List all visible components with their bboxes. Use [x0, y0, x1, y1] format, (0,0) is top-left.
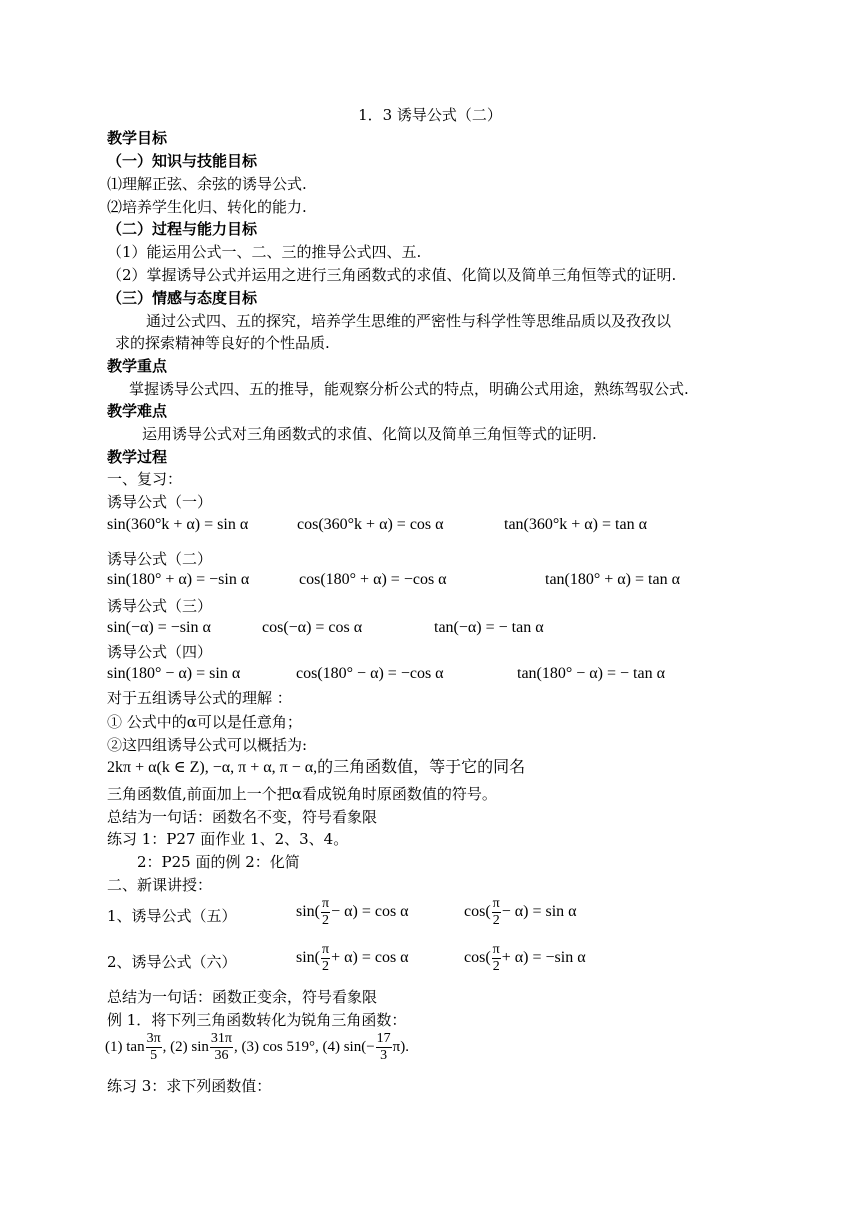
formula-label-1: 诱导公式（一）	[107, 493, 213, 511]
subheading-process: （二）过程与能力目标	[107, 220, 258, 238]
formula: tan(180° − α) = − tan α	[517, 665, 665, 682]
formula-label-3: 诱导公式（三）	[107, 597, 213, 615]
fraction: $\frac{31\pi}{36}$	[210, 1031, 232, 1063]
fraction: $\frac{\pi}{2}$	[492, 942, 500, 974]
goal-item: （1）能运用公式一、二、三的推导公式四、五.	[107, 243, 422, 261]
formula: cos(360°k + α) = cos α	[297, 516, 444, 533]
understanding-item: ②这四组诱导公式可以概括为:	[107, 736, 308, 754]
difficult-text: 运用诱导公式对三角函数式的求值、化简以及简单三角恒等式的证明.	[142, 425, 597, 443]
exercise-line: 练习 1：P27 面作业 1、2、3、4。	[107, 830, 349, 848]
goal-paragraph: 求的探索精神等良好的个性品质.	[115, 334, 330, 352]
goal-item: （2）掌握诱导公式并运用之进行三角函数式的求值、化简以及简单三角恒等式的证明.	[107, 266, 677, 284]
formula: cos(180° − α) = −cos α	[296, 665, 444, 682]
formula: tan(360°k + α) = tan α	[504, 516, 647, 533]
section-heading-goals: 教学目标	[107, 129, 168, 147]
summary-line: 总结为一句话：函数正变余，符号看象限	[107, 988, 378, 1006]
formula: tan(180° + α) = tan α	[545, 571, 680, 588]
exercise-line: 2：P25 面的例 2：化简	[137, 853, 300, 871]
example-heading: 例 1．将下列三角函数转化为锐角三角函数：	[107, 1011, 407, 1029]
formula: sin(−α) = −sin α	[107, 619, 211, 636]
fraction: $\frac{\pi}{2}$	[492, 896, 500, 928]
formula: sin(180° − α) = sin α	[107, 665, 241, 682]
formula-label-2: 诱导公式（二）	[107, 550, 213, 568]
understanding-item: 三角函数值,前面加上一个把α看成锐角时原函数值的符号。	[107, 785, 497, 803]
formula-5a: sin( $\frac{\pi}{2}$ − α) = cos α	[296, 896, 409, 928]
formula: sin(360°k + α) = sin α	[107, 516, 249, 533]
subheading-attitude: （三）情感与态度目标	[107, 289, 258, 307]
formula: tan(−α) = − tan α	[434, 619, 544, 636]
section-heading-key: 教学重点	[107, 357, 168, 375]
fraction: $\frac{\pi}{2}$	[322, 896, 330, 928]
formula: sin(180° + α) = −sin α	[107, 571, 250, 588]
formula-5b: cos( $\frac{\pi}{2}$ − α) = sin α	[464, 896, 577, 928]
goal-item: ⑵培养学生化归、转化的能力.	[107, 198, 307, 216]
new-lesson-heading: 二、新课讲授：	[107, 876, 213, 894]
formula: cos(−α) = cos α	[262, 619, 363, 636]
exercise-line: 练习 3：求下列函数值：	[107, 1077, 272, 1095]
formula-label-6: 2、诱导公式（六）	[107, 953, 237, 971]
section-heading-process: 教学过程	[107, 448, 168, 466]
subheading-knowledge: （一）知识与技能目标	[107, 152, 258, 170]
section-heading-difficult: 教学难点	[107, 402, 168, 420]
review-heading: 一、复习：	[107, 470, 183, 488]
understanding-item: 2kπ + α(k ∈ Z), −α, π + α, π − α,的三角函数值，等于它的同名	[107, 759, 526, 776]
fraction: $\frac{3\pi}{5}$	[146, 1031, 161, 1063]
understanding-item: ① 公式中的α可以是任意角；	[107, 713, 302, 731]
goal-paragraph: 通过公式四、五的探究，培养学生思维的严密性与科学性等思维品质以及孜孜以	[146, 312, 672, 330]
fraction: $\frac{17}{3}$	[376, 1031, 391, 1063]
key-text: 掌握诱导公式四、五的推导，能观察分析公式的特点，明确公式用途，熟练驾驭公式.	[129, 380, 689, 398]
fraction: $\frac{\pi}{2}$	[322, 942, 330, 974]
formula-label-4: 诱导公式（四）	[107, 643, 213, 661]
example-formulas: (1) tan $\frac{3\pi}{5}$ , (2) sin $\frac{31\pi}{36}$ , (3) cos 519°, (4) sin(− $\frac{17}{3}$ π).	[105, 1031, 409, 1063]
summary-line: 总结为一句话：函数名不变，符号看象限	[107, 808, 378, 826]
goal-item: ⑴理解正弦、余弦的诱导公式.	[107, 175, 307, 193]
page-title: 1．3 诱导公式（二）	[358, 106, 502, 124]
formula-6b: cos( $\frac{\pi}{2}$ + α) = −sin α	[464, 942, 586, 974]
formula: cos(180° + α) = −cos α	[299, 571, 447, 588]
formula-6a: sin( $\frac{\pi}{2}$ + α) = cos α	[296, 942, 409, 974]
formula-label-5: 1、诱导公式（五）	[107, 907, 237, 925]
understanding-heading: 对于五组诱导公式的理解 ：	[107, 689, 292, 707]
